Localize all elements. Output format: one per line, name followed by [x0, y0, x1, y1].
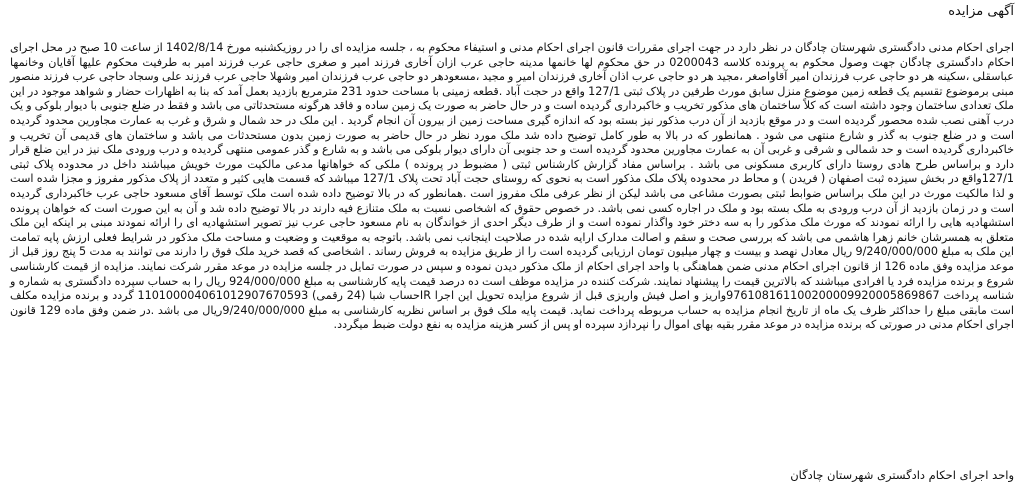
notice-signature: واحد اجرای احکام دادگستری شهرستان چادگان	[790, 468, 1014, 482]
notice-title: آگهی مزایده	[948, 4, 1014, 19]
notice-body: اجرای احکام مدنی دادگستری شهرستان چادگان در نظر دارد در جهت اجرای مقررات قانون اجرای احکام مدنی و استیفاء محکوم به ، جلسه مزایده ای را در روزیکشنبه مورخ 1402/8/14 از ساعت 10 صبح در محل اجرای احکام دادگستری چادگان جهت وصول محکوم به پرونده کلاسه 0200043 در حق محکوم لها خانمها مدینه حاجی عرب ازان آخاری فرزند امیر و صغری حاجی عرب فرزند امیر به طرفیت محکوم علیها آقایان وخانمها عباسقلی ،سکینه هر دو حاجی عرب فرزندان امیر آقاواصغر ،مجید هر دو حاجی عرب اذان آخاری فرزندان امیر و مجید ،مسعودهر دو حاجی عرب فرزندان امیر وشهلا حاجی عرب فرزند علی وسجاد حاجی عرب فرزند منصور مبنی برموضوع تقسیم یک قطعه زمین موضوع منزل سابق مورث طرفین در پلاک ثبتی 127/1 واقع در حجت آباد .قطعه زمینی با مساحت حدود 231 مترمربع بازدید بعمل آمد که بنا به اظهارات حضار و شواهد موجود در این ملک تعدادی ساختمان وجود داشته است که کلاً ساختمان های مذکور تخریب و خاکبرداری گردیده است و در حال حاضر به صورت یک زمین ساده و فاقد هرگونه مستحدثاتی می باشد و فقط در ضلع جنوبی با دیوار بلوکی و یک درب آهنی نصب شده محصور گردیده است و در موقع بازدید از آن درب مذکور نیز بسته بود که اندازه گیری مساحت زمین از بیرون آن انجام گردید . این ملک در حد شمال و شرق و غرب به عمارت مجاورین محدود گردیده است و در ضلع جنوب به گذر و شارع منتهی می شود . همانطور که در بالا به طور کامل توضیح داده شد ملک مورد نظر در حال حاضر به صورت زمین بدون مستحدثات می باشد و ساختمان های قدیمی آن تخریب و خاکبرداری گردیده است و حد شمالی و شرقی و غربی آن به عمارت مجاورین محدود گردیده است و حد جنوبی آن دارای دیوار بلوکی می باشد و به شارع و گذر عمومی منتهی گردیده و درب ورودی ملک نیز در این ضلع قرار دارد و براساس طرح هادی روستا دارای کاربری مسکونی می باشد . براساس مفاد گزارش کارشناس ثبتی ( مضبوط در پرونده ) ملکی که خواهانها مدعی مالکیت مورث خویش میباشند داخل در محدوده پلاک ثبتی 127/1واقع در بخش سیزده ثبت اصفهان ( فریدن ) و محاط در محدوده پلاک ملک مذکور است به نحوی که روستای حجت آباد تحت پلاک 127/1 میباشد که قسمت هایی کثیر و متعدد از پلاک مذکور مفروز و مجزا شده است و لذا مالکیت مورث در این ملک براساس ضوابط ثبتی بصورت مشاعی می باشد لیکن از نظر عرفی ملک مفروز است .همانطور که در بالا توضیح داده شده است ملک توسط آقای مسعود حاجی عرب خاکبرداری گردیده است و در زمان بازدید از آن درب ورودی به ملک بسته بود و ملک در اجاره کسی نمی باشد. در خصوص حقوق که اشخاصی نسبت به ملک متنازع فیه دارند در بالا توضیح داده شد و آن به این صورت است که خواهان پرونده استشهادیه هایی را ارائه نمودند که مورث ملک مذکور را به سه دختر خود واگذار نموده است و از طرف دیگر احدی از خواندگان به نام مسعود حاجی عرب نیز تصویر استشهادیه ای را ارائه نمودند مبنی بر اینکه این ملک متعلق به همسرشان خانم زهرا هاشمی می باشد که بررسی صحت و سقم و اصالت مدارک ارایه شده در صلاحیت اینجانب نمی باشد. باتوجه به موقعیت و وضعیت و مساحت ملک مذکور در شرایط فعلی ارزش پایه تمامت این ملک به مبلغ 9/240/000/000 ریال معادل نهصد و بیست و چهار میلیون تومان ارزیابی گردیده است را از طریق مزایده به فروش رساند . اشخاصی که قصد خرید ملک فوق را دارند می توانند به مدت 5 پنج روز قبل از موعد مزایده وفق ماده 126 از قانون اجرای احکام مدنی ضمن هماهنگی با واحد اجرای احکام از ملک مذکور دیدن نموده و سپس در صورت تمایل در جلسه مزایده در موعد مقرر شرکت نمایند. مزایده از قیمت کارشناسی شروع و برنده مزایده فرد یا افرادی میباشند که بالاترین قیمت را پیشنهاد نمایند. شرکت کننده در مزایده موظف است ده درصد قیمت پایه کارشناسی به مبلغ 924/000/000 ریال را به حساب سپرده دادگستری به شماره و شناسه پرداخت 976108161100200009920005869867واریز و اصل فیش واریزی قبل از شروع مزایده تحویل این اجرا IRحساب شبا (24 رقمی) 110100004061012907670593 گردد و برنده مزایده مکلف است مابقی مبلغ را حداکثر ظرف یک ماه از تاریخ انجام مزایده به حساب مربوطه پرداخت نماید. قیمت پایه ملک فوق بر اساس نظریه کارشناسی به مبلغ 9/240/000/000ریال می باشد .در ضمن وفق ماده 129 قانون اجرای احکام مدنی در صورتی که برنده مزایده در موعد مقرر بقیه بهای اموال را نپردازد سپرده او پس از کسر هزینه مزایده به نفع دولت ضبط میگردد.	[10, 41, 1015, 332]
